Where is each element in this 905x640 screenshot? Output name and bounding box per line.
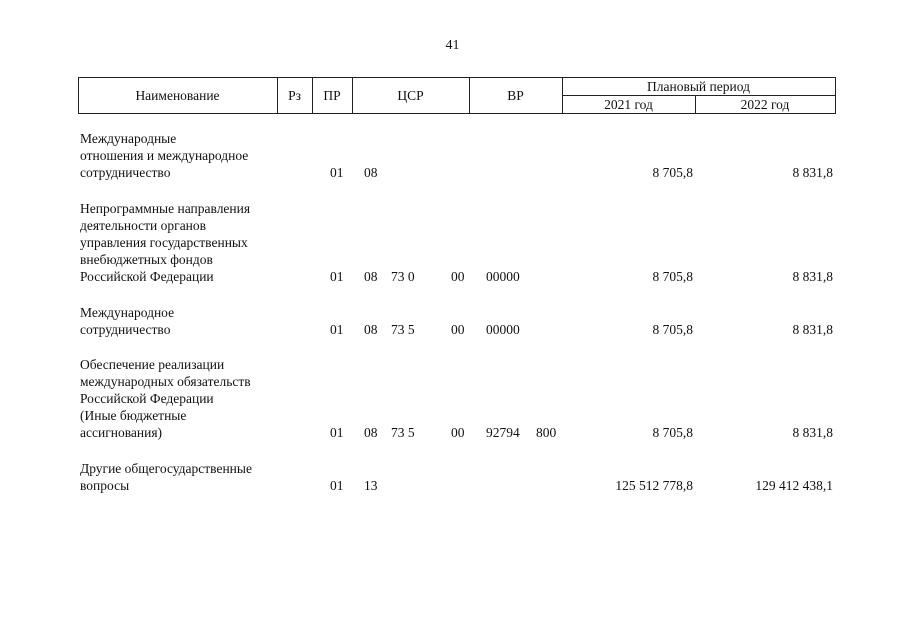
header-bottom-border [78, 113, 836, 114]
row-csr-program: 73 5 [391, 425, 415, 440]
row-value-2022: 8 831,8 [792, 425, 833, 440]
header-vr: ВР [507, 88, 524, 103]
page-number: 41 [445, 38, 460, 53]
row-name-line: сотрудничество [80, 322, 171, 337]
header-year-2022: 2022 год [740, 97, 790, 112]
row-vr: 800 [536, 425, 557, 440]
row-name-line: Другие общегосударственные [80, 461, 252, 476]
row-rz: 01 [330, 269, 344, 284]
row-name-line: Обеспечение реализации [80, 357, 225, 372]
row-name-line: управления государственных [80, 235, 248, 250]
row-name [80, 304, 174, 338]
header-rz: Рз [288, 88, 301, 103]
row-value-2021: 8 705,8 [652, 425, 693, 440]
row-name-line: отношения и международное [80, 148, 249, 163]
row-name [80, 130, 248, 181]
row-value-2022: 8 831,8 [792, 165, 833, 180]
row-name-line: деятельности органов [80, 218, 207, 233]
row-rz: 01 [330, 478, 344, 493]
row-name [80, 200, 250, 285]
header-planned-period: Плановый период [647, 79, 750, 94]
row-pr: 08 [364, 322, 378, 337]
row-pr: 13 [364, 478, 378, 493]
row-rz: 01 [330, 425, 344, 440]
row-value-2021: 8 705,8 [652, 165, 693, 180]
row-value-2021: 8 705,8 [652, 322, 693, 337]
header-top-border [78, 77, 836, 78]
row-name-line: Российской Федерации [80, 391, 214, 406]
header-csr: ЦСР [397, 88, 424, 103]
row-csr-direction: 00000 [486, 269, 520, 284]
row-value-2021: 8 705,8 [652, 269, 693, 284]
row-name-line: Российской Федерации [80, 269, 214, 284]
row-name-line: международных обязательств [80, 374, 251, 389]
row-name [80, 356, 251, 441]
row-csr-program: 73 5 [391, 322, 415, 337]
row-rz: 01 [330, 322, 344, 337]
row-rz: 01 [330, 165, 344, 180]
header-pr: ПР [323, 88, 341, 103]
row-value-2022: 8 831,8 [792, 322, 833, 337]
row-name-line: Международные [80, 131, 177, 146]
row-csr-direction: 00000 [486, 322, 520, 337]
row-name-line: сотрудничество [80, 165, 171, 180]
row-csr-subprogram: 00 [451, 269, 465, 284]
row-name-line: вопросы [80, 478, 130, 493]
row-pr: 08 [364, 165, 378, 180]
header-name: Наименование [135, 88, 220, 103]
row-csr-program: 73 0 [391, 269, 415, 284]
row-value-2022: 8 831,8 [792, 269, 833, 284]
row-value-2021: 125 512 778,8 [615, 478, 693, 493]
planned-period-divider [562, 95, 836, 96]
header-year-2021: 2021 год [604, 97, 653, 112]
row-name-line: ассигнования) [80, 425, 163, 440]
row-name-line: внебюджетных фондов [80, 252, 213, 267]
row-name-line: Непрограммные направления [80, 201, 251, 216]
row-pr: 08 [364, 269, 378, 284]
row-name-line: Международное [80, 305, 175, 320]
row-name-line: (Иные бюджетные [80, 408, 187, 423]
header-col-border [835, 77, 836, 114]
row-csr-direction: 92794 [486, 425, 520, 440]
row-name [80, 460, 252, 494]
row-csr-subprogram: 00 [451, 322, 465, 337]
row-value-2022: 129 412 438,1 [755, 478, 833, 493]
row-csr-subprogram: 00 [451, 425, 465, 440]
row-pr: 08 [364, 425, 378, 440]
